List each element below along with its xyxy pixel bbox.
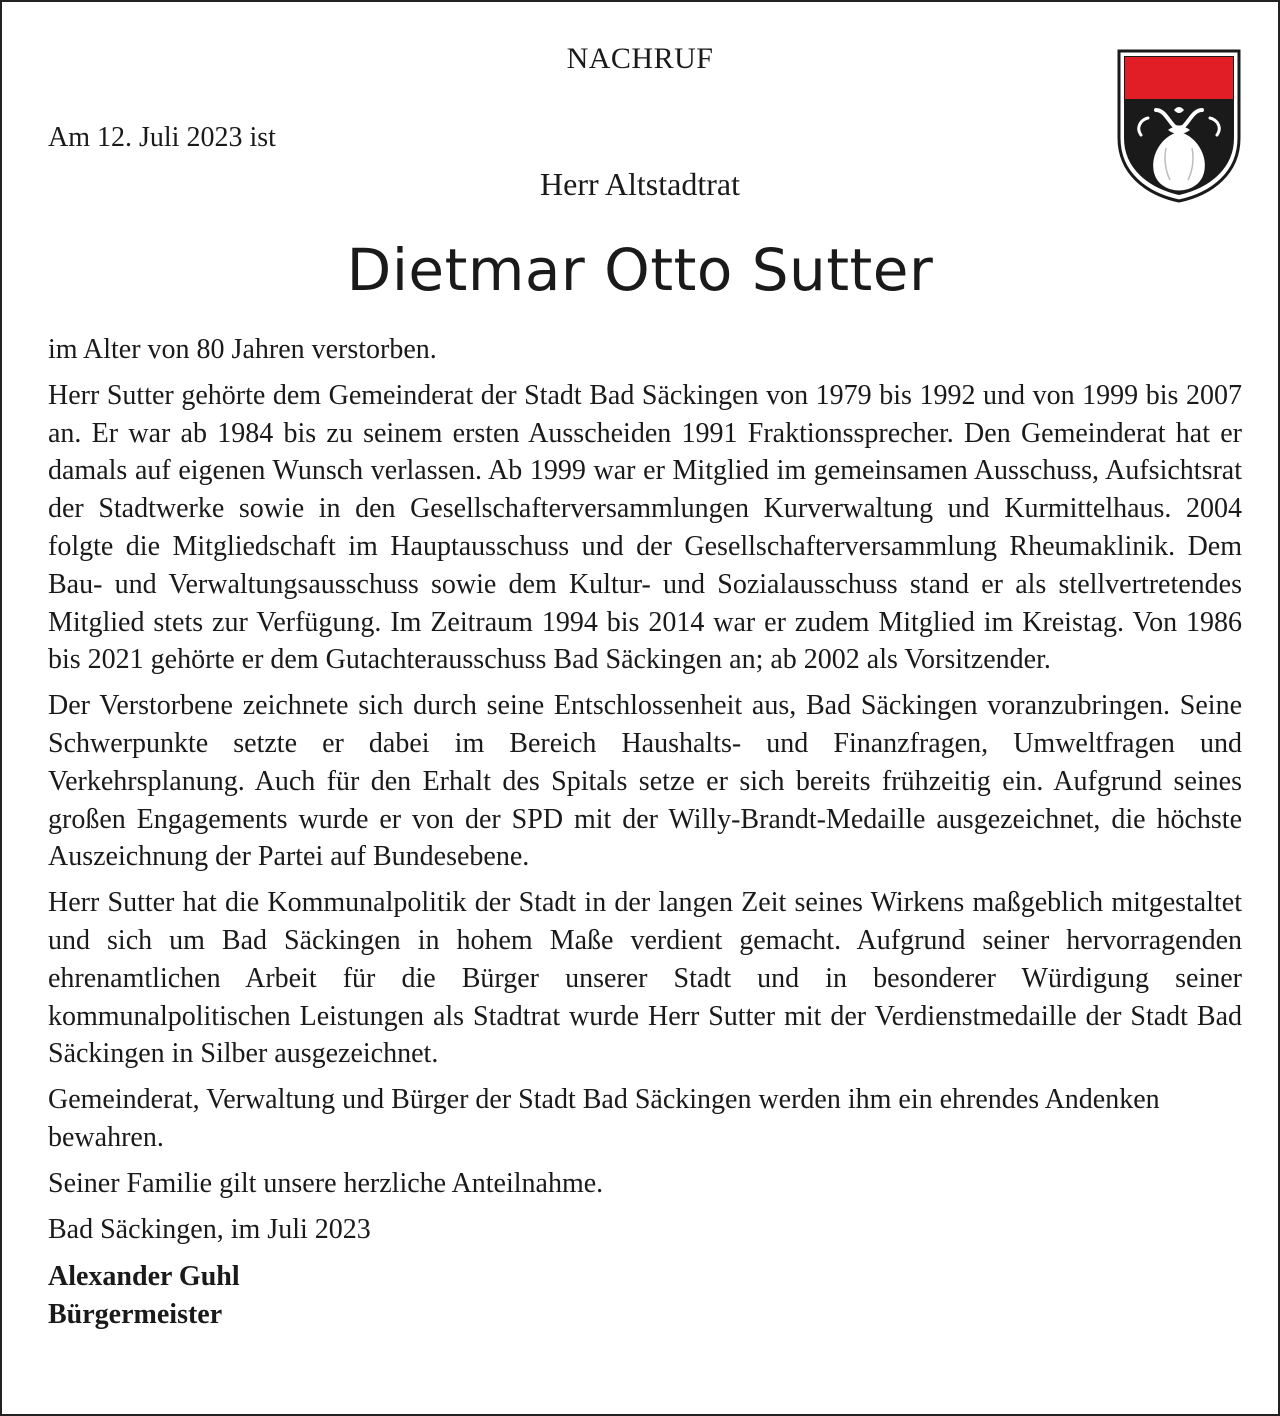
notice-title: Herr Altstadtrat: [540, 166, 740, 202]
notice-body: [48, 331, 1242, 1334]
signature-block: [48, 1258, 1242, 1334]
deceased-name: Dietmar Otto Sutter: [346, 236, 934, 304]
paragraph-honors: Herr Sutter hat die Kommunalpolitik der Stadt in der langen Zeit seines Wirkens maßgeblich mitgestaltet und sich um Bad Säckingen in hohem Maße verdient gemacht. Aufgrund seiner hervorragenden ehrenamtlichen Arbeit für die Bürger unserer Stadt und in besonderer Würdigung seiner kommunalpolitischen Leistungen als Stadtrat wurde Herr Sutter mit der Verdienstmedaille der Stadt Bad Säckingen in Silber ausgezeichnet.: [48, 887, 1242, 1070]
signatory-name: Alexander Guhl: [48, 1261, 240, 1293]
place-date: Bad Säckingen, im Juli 2023: [48, 1213, 371, 1245]
signatory-role: Bürgermeister: [48, 1299, 223, 1331]
paragraph-remembrance: Gemeinderat, Verwaltung und Bürger der Stadt Bad Säckingen werden ihm ein ehrendes Andenken bewahren.: [48, 1084, 1160, 1153]
paragraph-career: Herr Sutter gehörte dem Gemeinderat der Stadt Bad Säckingen von 1979 bis 1992 und von 1999 bis 2007 an. Er war ab 1984 bis zu seinem ersten Ausscheiden 1991 Fraktionssprecher. Den Gemeinderat hat er damals auf eigenen Wunsch verlassen. Ab 1999 war er Mitglied im gemeinsamen Ausschuss, Aufsichtsrat der Stadtwerke sowie in den Gesellschafterversammlungen Kurverwaltung und Kurmittelhaus. 2004 folgte die Mitgliedschaft im Hauptausschuss und der Gesellschafterversammlung Rheumaklinik. Dem Bau- und Verwaltungsausschuss sowie dem Kultur- und Sozialausschuss stand er als stellvertretendes Mitglied stets zur Verfügung. Im Zeitraum 1994 bis 2014 war er zudem Mitglied im Kreistag. Von 1986 bis 2021 gehörte er dem Gutachterausschuss Bad Säckingen an; ab 2002 als Vorsitzender.: [48, 379, 1242, 676]
intro-line: Am 12. Juli 2023 ist: [48, 122, 276, 153]
paragraph-age: im Alter von 80 Jahren verstorben.: [48, 334, 437, 365]
paragraph-condolence: Seiner Familie gilt unsere herzliche Anteilnahme.: [48, 1167, 604, 1199]
notice-heading: NACHRUF: [566, 42, 714, 75]
paragraph-commitment: Der Verstorbene zeichnete sich durch seine Entschlossenheit aus, Bad Säckingen voranzubringen. Seine Schwerpunkte setzte er dabei im Bereich Haushalts- und Finanzfragen, Umweltfragen und Verkehrsplanung. Auch für den Erhalt des Spitals setze er sich bereits frühzeitig ein. Aufgrund seines großen Engagements wurde er von der SPD mit der Willy-Brandt-Medaille ausgezeichnet, die höchste Auszeichnung der Partei auf Bundesebene.: [48, 690, 1242, 873]
